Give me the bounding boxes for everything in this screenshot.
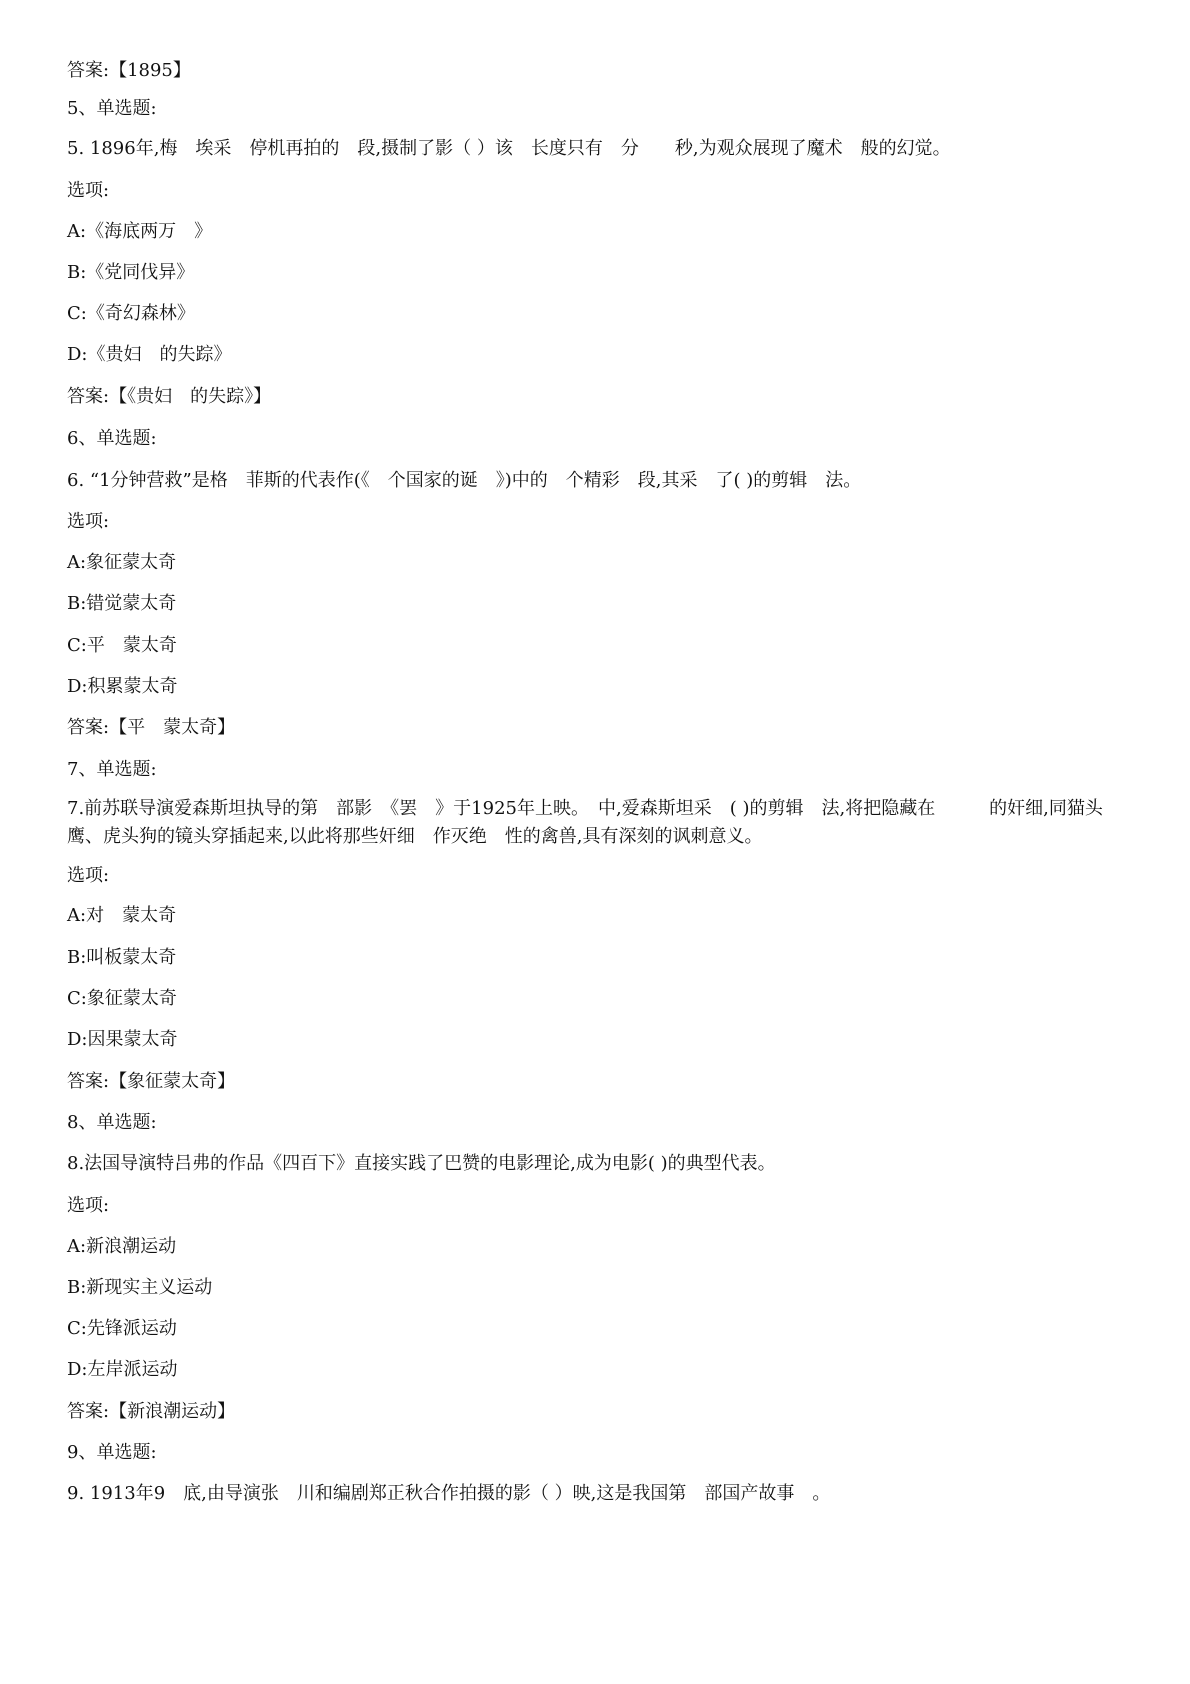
options-label: 选项: (67, 511, 110, 532)
question-text: 9. 1913年9 底,由导演张 川和编剧郑正秋合作拍摄的影（ ）映,这是我国第 部国产故事 。 (67, 1483, 831, 1504)
option-a: A:对 蒙太奇 (67, 905, 177, 926)
answer-line: 答案:【《贵妇 的失踪》】 (67, 386, 272, 407)
option-b: B:《党同伐异》 (67, 262, 195, 283)
option-b: B:新现实主义运动 (67, 1277, 213, 1298)
option-c: C:象征蒙太奇 (67, 988, 177, 1009)
question-header: 9、单选题: (67, 1442, 157, 1463)
question-text: 8.法国导演特吕弗的作品《四百下》直接实践了巴赞的电影理论,成为电影( )的典型代表。 (67, 1153, 776, 1174)
question-header: 8、单选题: (67, 1112, 157, 1133)
question-header: 7、单选题: (67, 759, 157, 780)
option-b: B:错觉蒙太奇 (67, 593, 177, 614)
answer-line: 答案:【象征蒙太奇】 (67, 1071, 236, 1092)
option-d: D:积累蒙太奇 (67, 676, 178, 697)
options-label: 选项: (67, 865, 110, 886)
option-c: C:平 蒙太奇 (67, 635, 177, 656)
option-a: A:新浪潮运动 (67, 1236, 177, 1257)
answer-line: 答案:【1895】 (67, 60, 191, 81)
options-label: 选项: (67, 1195, 110, 1216)
option-d: D:因果蒙太奇 (67, 1029, 178, 1050)
question-header: 5、单选题: (67, 98, 157, 119)
answer-line: 答案:【新浪潮运动】 (67, 1401, 236, 1422)
option-b: B:叫板蒙太奇 (67, 947, 177, 968)
option-d: D:《贵妇 的失踪》 (67, 344, 232, 365)
options-label: 选项: (67, 180, 110, 201)
answer-line: 答案:【平 蒙太奇】 (67, 717, 236, 738)
option-c: C:先锋派运动 (67, 1318, 177, 1339)
question-text: 5. 1896年,梅 埃采 停机再拍的 段,摄制了影（ ）该 长度只有 分 秒,为观众展现了魔术 般的幻觉。 (67, 138, 951, 159)
option-c: C:《奇幻森林》 (67, 303, 195, 324)
question-text: 6. “1分钟营救”是格 菲斯的代表作(《 个国家的诞 》)中的 个精彩 段,其采 了( )的剪辑 法。 (67, 470, 862, 491)
option-d: D:左岸派运动 (67, 1359, 178, 1380)
option-a: A:《海底两万 》 (67, 221, 213, 242)
question-header: 6、单选题: (67, 428, 157, 449)
question-text: 7.前苏联导演爱森斯坦执导的第 部影 《罢 》于1925年上映。 中,爱森斯坦采 ( )的剪辑 法,将把隐藏在 的奸细,同猫头鹰、虎头狗的镜头穿插起来,以此将那些奸细 作灭绝 性的禽兽,具有深刻的讽刺意义。 (67, 798, 1103, 847)
option-a: A:象征蒙太奇 (67, 552, 177, 573)
